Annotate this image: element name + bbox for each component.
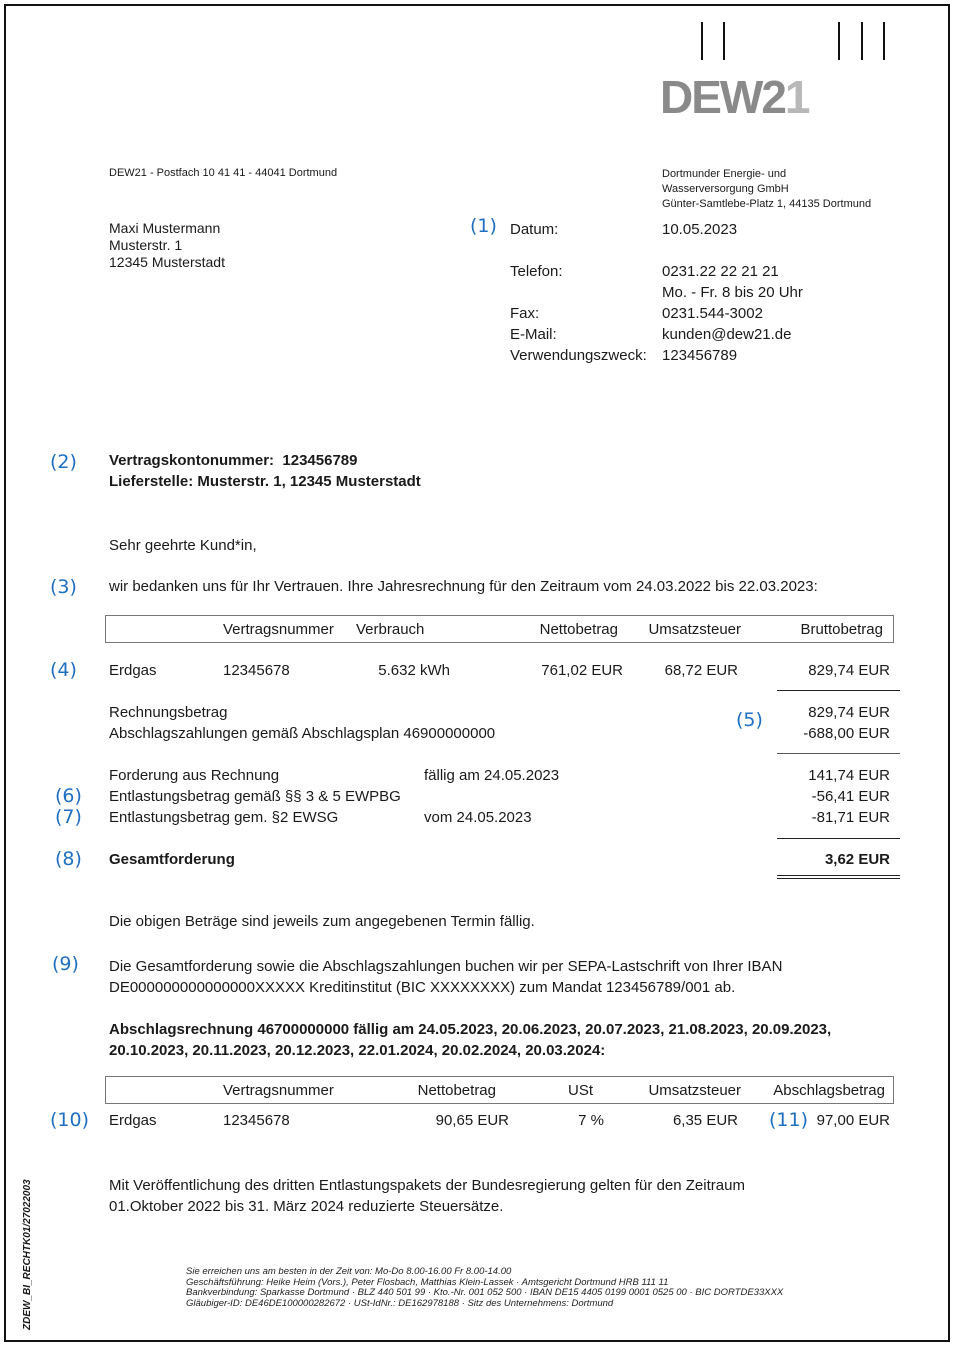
tax-note-line: Mit Veröffentlichung des dritten Entlastungspakets der Bundesregierung gelten für den Zeitraum — [109, 1177, 745, 1194]
telefon-value[interactable]: 0231.22 22 21 21 — [662, 263, 779, 280]
footer-line: Geschäftsführung: Heike Heim (Vors.), Peter Flosbach, Matthias Klein-Lassek · Amtsgericht Dortmund HRB 111 11 — [186, 1276, 669, 1288]
due-note: Die obigen Beträge sind jeweils zum angegebenen Termin fällig. — [109, 913, 535, 930]
abschlag-header-nettobetrag: Nettobetrag — [417, 1082, 496, 1099]
annotation-1: (1) — [470, 215, 497, 237]
delivery-point: Lieferstelle: Musterstr. 1, 12345 Musterstadt — [109, 473, 421, 490]
footer-line: Bankverbindung: Sparkasse Dortmund · BLZ 440 501 99 · Kto.-Nr. 001 052 500 · IBAN DE15 4405 0199 0001 0525 00 · BIC DORTDE33XXX — [186, 1287, 784, 1298]
gesamtforderung-value: 3,62 EUR — [824, 851, 890, 868]
abschlag-heading-line: 20.10.2023, 20.11.2023, 20.12.2023, 22.01.2024, 20.02.2024, 20.03.2024: — [109, 1042, 606, 1059]
recipient-name: Maxi Mustermann — [109, 220, 221, 236]
invoice-header-verbrauch: Verbrauch — [356, 621, 425, 638]
abschlag-cell-amount: 97,00 EUR — [816, 1112, 890, 1129]
contract-account-label: Vertragskontonummer: — [109, 452, 275, 469]
annotation-10: (10) — [50, 1109, 90, 1131]
entlastung-ewsg-value: -81,71 EUR — [811, 809, 890, 826]
abschlag-heading — [109, 1019, 831, 1061]
annotation-7: (7) — [55, 806, 82, 828]
contract-account-number: 123456789 — [282, 452, 358, 469]
invoice-header-vertragsnummer: Vertragsnummer — [223, 621, 334, 638]
logo-bar — [838, 22, 840, 60]
gesamtforderung-label: Gesamtforderung — [109, 851, 235, 868]
logo-text-light: 1 — [784, 71, 809, 123]
logo-bar — [883, 22, 885, 60]
entlastung-ewpbg-value: -56,41 EUR — [811, 788, 890, 805]
logo-wordmark — [660, 70, 809, 124]
telefon-hours: Mo. - Fr. 8 bis 20 Uhr — [662, 284, 803, 301]
entlastung-ewsg-label: Entlastungsbetrag gem. §2 EWSG — [109, 809, 339, 826]
email-label: E-Mail: — [510, 326, 557, 343]
company-line: Wasserversorgung GmbH — [662, 183, 789, 195]
annotation-9: (9) — [52, 953, 79, 975]
annotation-6: (6) — [55, 785, 82, 807]
abschlagszahlungen-value: -688,00 EUR — [803, 725, 890, 742]
invoice-header-umsatzsteuer: Umsatzsteuer — [648, 621, 741, 638]
abschlag-cell-tax: 6,35 EUR — [672, 1112, 738, 1129]
logo-bar — [723, 22, 725, 60]
datum-label: Datum: — [510, 221, 559, 238]
invoice-cell-contract: 12345678 — [223, 662, 290, 679]
footer — [186, 1267, 783, 1309]
invoice-cell-tax: 68,72 EUR — [664, 662, 738, 679]
invoice-cell-product: Erdgas — [109, 662, 157, 679]
invoice-header-nettobetrag: Nettobetrag — [539, 621, 618, 638]
tax-note-line: 01.Oktober 2022 bis 31. März 2024 reduzierte Steuersätze. — [109, 1198, 504, 1215]
invoice-cell-gross: 829,74 EUR — [808, 662, 890, 679]
divider — [777, 753, 900, 754]
greeting: Sehr geehrte Kund*in, — [109, 537, 257, 554]
footer-line: Sie erreichen uns am besten in der Zeit von: Mo-Do 8.00-16.00 Fr 8.00-14.00 — [186, 1266, 512, 1277]
divider — [777, 838, 900, 839]
abschlag-cell-contract: 12345678 — [223, 1112, 290, 1129]
annotation-8: (8) — [55, 848, 82, 870]
divider — [777, 690, 900, 691]
rechnungsbetrag-value: 829,74 EUR — [808, 704, 890, 721]
abschlag-cell-rate: 7 % — [578, 1112, 604, 1129]
annotation-5: (5) — [736, 709, 763, 731]
abschlagszahlungen-label: Abschlagszahlungen gemäß Abschlagsplan 46900000000 — [109, 725, 496, 742]
verwendungszweck-label: Verwendungszweck: — [510, 347, 647, 364]
forderung-due-date: fällig am 24.05.2023 — [424, 767, 560, 784]
company-line: Günter-Samtlebe-Platz 1, 44135 Dortmund — [662, 198, 872, 210]
abschlag-header-umsatzsteuer: Umsatzsteuer — [648, 1082, 741, 1099]
footer-line: Gläubiger-ID: DE46DE100000282672 · USt-IdNr.: DE162978188 · Sitz des Unternehmens: Dortmund — [186, 1297, 614, 1309]
recipient-address — [109, 220, 225, 271]
logo-bar — [861, 22, 863, 60]
tax-note — [109, 1175, 745, 1217]
fax-label: Fax: — [510, 305, 540, 322]
forderung-value: 141,74 EUR — [808, 767, 890, 784]
intro-text: wir bedanken uns für Ihr Vertrauen. Ihre Jahresrechnung für den Zeitraum vom 24.03.2022 bis 22.03.2023: — [109, 578, 818, 595]
abschlag-cell-net: 90,65 EUR — [435, 1112, 509, 1129]
verwendungszweck-value: 123456789 — [662, 347, 738, 364]
contract-account-line — [109, 452, 357, 469]
entlastung-ewpbg-label: Entlastungsbetrag gemäß §§ 3 & 5 EWPBG — [109, 788, 401, 805]
company-line: Dortmunder Energie- und — [662, 168, 787, 180]
datum-value: 10.05.2023 — [662, 221, 738, 238]
abschlag-cell-product: Erdgas — [109, 1112, 157, 1129]
document-code: ZDEW_BI_RECHTK01/27022003 — [22, 1179, 33, 1330]
annotation-2: (2) — [50, 451, 77, 473]
sender-line: DEW21 - Postfach 10 41 41 - 44041 Dortmund — [109, 167, 338, 179]
sepa-text — [109, 956, 782, 998]
annotation-3: (3) — [50, 576, 77, 598]
fax-value: 0231.544-3002 — [662, 305, 763, 322]
logo-text-main: DEW2 — [660, 71, 785, 123]
annotation-11: (11) — [769, 1109, 809, 1131]
double-divider — [777, 875, 900, 879]
invoice-header-bruttobetrag: Bruttobetrag — [800, 621, 883, 638]
abschlag-heading-line: Abschlagsrechnung 46700000000 fällig am 24.05.2023, 20.06.2023, 20.07.2023, 21.08.2023, 20.09.2023, — [109, 1021, 832, 1038]
sepa-line: DE000000000000000XXXXX Kreditinstitut (BIC XXXXXXXX) zum Mandat 123456789/001 ab. — [109, 979, 736, 996]
forderung-label: Forderung aus Rechnung — [109, 767, 280, 784]
abschlag-header-vertragsnummer: Vertragsnummer — [223, 1082, 334, 1099]
abschlag-header-abschlagsbetrag: Abschlagsbetrag — [773, 1082, 885, 1099]
recipient-street: Musterstr. 1 — [109, 237, 183, 253]
logo-bar — [701, 22, 703, 60]
abschlag-header-ust: USt — [567, 1082, 593, 1099]
invoice-cell-net: 761,02 EUR — [541, 662, 623, 679]
annotation-4: (4) — [50, 659, 77, 681]
entlastung-ewsg-date: vom 24.05.2023 — [424, 809, 532, 826]
company-address — [662, 167, 871, 212]
rechnungsbetrag-label: Rechnungsbetrag — [109, 704, 228, 721]
invoice-cell-consumption: 5.632 kWh — [378, 662, 450, 679]
sepa-line: Die Gesamtforderung sowie die Abschlagszahlungen buchen wir per SEPA-Lastschrift von Ihrer IBAN — [109, 958, 783, 975]
recipient-city: 12345 Musterstadt — [109, 254, 225, 270]
telefon-label: Telefon: — [510, 263, 563, 280]
email-link[interactable]: kunden@dew21.de — [662, 326, 792, 343]
